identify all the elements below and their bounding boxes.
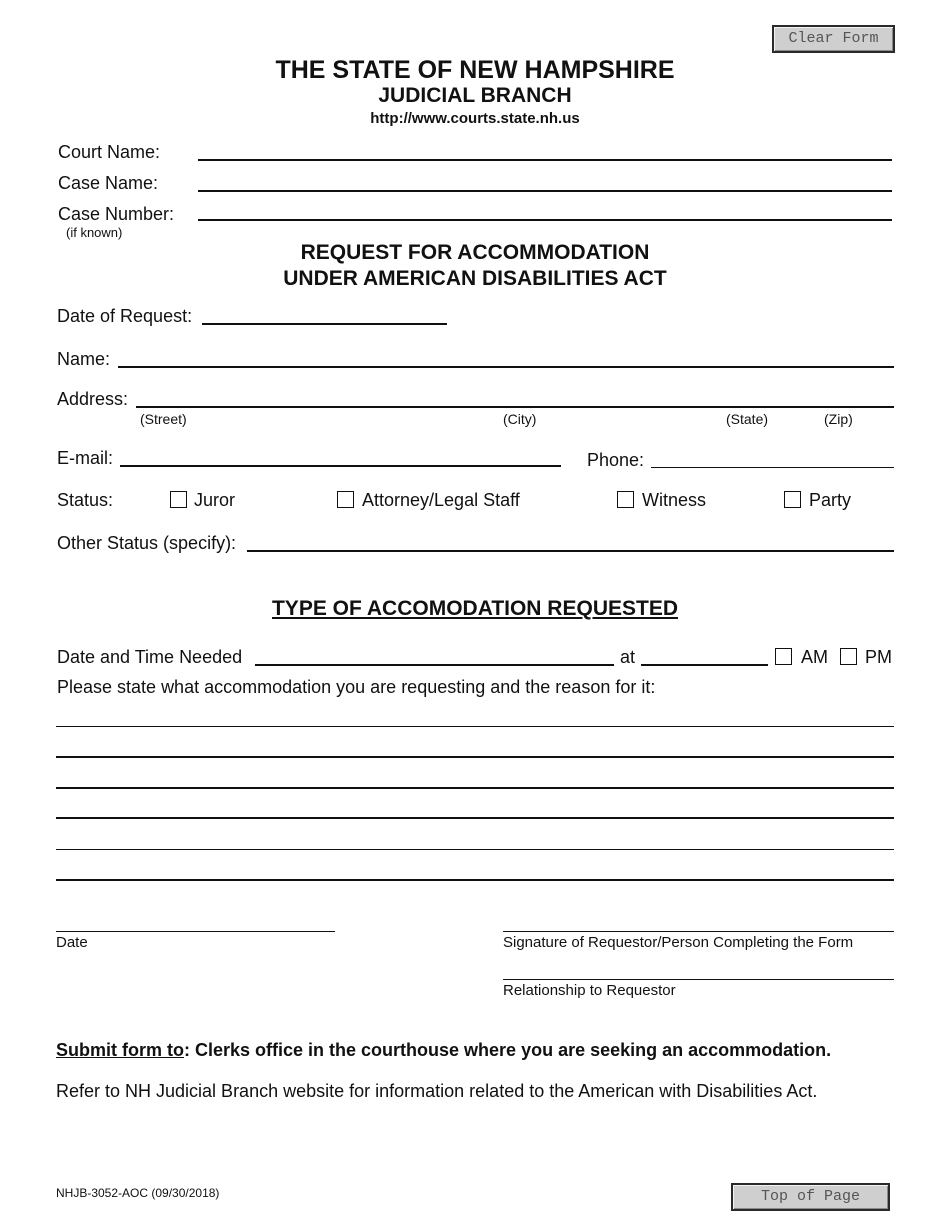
clear-form-button[interactable]: Clear Form <box>772 25 895 53</box>
am-label: AM <box>801 647 828 667</box>
other-status-label: Other Status (specify): <box>57 533 237 553</box>
zip-caption: (Zip) <box>824 411 853 427</box>
accommodation-section-title: TYPE OF ACCOMODATION REQUESTED <box>271 597 678 620</box>
submit-instructions <box>56 1040 831 1061</box>
witness-option-label: Witness <box>642 490 707 510</box>
email-label: E-mail: <box>57 448 114 468</box>
branch-heading: JUDICIAL BRANCH <box>378 84 572 107</box>
relationship-field[interactable] <box>503 979 894 980</box>
refer-note: Refer to NH Judicial Branch website for information related to the American with Disabilities Act. <box>56 1081 818 1101</box>
email-field[interactable] <box>120 465 561 467</box>
case-number-field[interactable] <box>198 219 892 221</box>
form-title-line1: REQUEST FOR ACCOMMODATION <box>300 241 650 264</box>
juror-checkbox[interactable] <box>170 491 187 508</box>
date-of-request-label: Date of Request: <box>57 306 193 326</box>
name-label: Name: <box>57 349 111 369</box>
date-needed-field[interactable] <box>255 664 614 666</box>
case-name-field[interactable] <box>198 190 892 192</box>
phone-field[interactable] <box>651 467 894 468</box>
state-heading: THE STATE OF NEW HAMPSHIRE <box>275 56 675 84</box>
address-field[interactable] <box>136 406 894 408</box>
top-of-page-button[interactable]: Top of Page <box>731 1183 890 1211</box>
reason-line-4[interactable] <box>56 817 894 819</box>
status-label: Status: <box>57 490 114 510</box>
time-needed-field[interactable] <box>641 664 768 666</box>
reason-line-2[interactable] <box>56 756 894 758</box>
name-field[interactable] <box>118 366 894 368</box>
court-name-label: Court Name: <box>58 142 161 162</box>
date-caption: Date <box>56 934 88 951</box>
signature-caption: Signature of Requestor/Person Completing the Form <box>503 934 854 951</box>
party-checkbox[interactable] <box>784 491 801 508</box>
witness-checkbox[interactable] <box>617 491 634 508</box>
case-number-label: Case Number: <box>58 204 175 224</box>
submit-label: Submit form to <box>56 1040 184 1060</box>
reason-line-5[interactable] <box>56 849 894 850</box>
signature-field[interactable] <box>503 931 894 932</box>
state-caption: (State) <box>726 411 769 427</box>
pm-checkbox[interactable] <box>840 648 857 665</box>
attorney-checkbox[interactable] <box>337 491 354 508</box>
address-label: Address: <box>57 389 129 409</box>
pm-label: PM <box>865 647 892 667</box>
submit-text: : Clerks office in the courthouse where you are seeking an accommodation. <box>184 1040 832 1060</box>
form-title-line2: UNDER AMERICAN DISABILITIES ACT <box>283 267 667 290</box>
party-option-label: Party <box>809 490 852 510</box>
date-time-needed-label: Date and Time Needed <box>57 647 243 667</box>
if-known-note: (if known) <box>66 225 123 240</box>
relationship-caption: Relationship to Requestor <box>503 982 676 999</box>
date-signature-field[interactable] <box>56 931 335 932</box>
am-checkbox[interactable] <box>775 648 792 665</box>
street-caption: (Street) <box>140 411 187 427</box>
city-caption: (City) <box>503 411 537 427</box>
reason-line-1[interactable] <box>56 726 894 727</box>
court-url: http://www.courts.state.nh.us <box>370 110 580 127</box>
juror-option-label: Juror <box>194 490 236 510</box>
form-id: NHJB-3052-AOC (09/30/2018) <box>56 1186 220 1200</box>
at-label: at <box>620 647 636 667</box>
date-of-request-field[interactable] <box>202 323 447 325</box>
case-name-label: Case Name: <box>58 173 159 193</box>
phone-label: Phone: <box>587 450 645 470</box>
accommodation-instructions: Please state what accommodation you are requesting and the reason for it: <box>57 677 656 697</box>
reason-line-3[interactable] <box>56 787 894 789</box>
other-status-field[interactable] <box>247 550 894 552</box>
reason-line-6[interactable] <box>56 879 894 881</box>
court-name-field[interactable] <box>198 159 892 161</box>
attorney-option-label: Attorney/Legal Staff <box>362 490 520 510</box>
